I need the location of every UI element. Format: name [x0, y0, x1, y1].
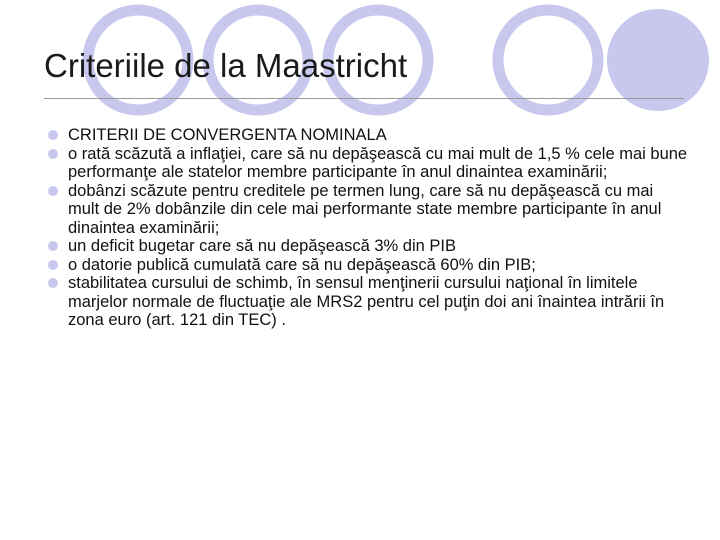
- bullet-text: un deficit bugetar care să nu depăşească 3% din PIB: [68, 237, 456, 255]
- bullet-text: stabilitatea cursului de schimb, în sensul menţinerii cursului naţional în limitele marjelor normale de fluctuaţie ale MRS2 pentru cel puţin doi ani înaintea intrării în zona euro (art. 121 din TEC) .: [68, 274, 665, 329]
- decorative-circle: [498, 10, 598, 110]
- title-divider: [44, 98, 684, 99]
- bullet-item: [48, 126, 688, 145]
- bullet-text: o datorie publică cumulată care să nu depăşească 60% din PIB;: [68, 255, 536, 274]
- bullet-text: CRITERII DE CONVERGENTA NOMINALA: [68, 126, 387, 144]
- bullet-icon: [48, 241, 58, 251]
- bullet-item: [48, 145, 688, 182]
- bullet-text: dobânzi scăzute pentru creditele pe termen lung, care să nu depăşească cu mai mult de 2% dobânzile din cele mai performante state membre participante în anul dinaintea examinării;: [68, 181, 662, 237]
- bullet-item: [48, 182, 688, 238]
- bullet-icon: [48, 278, 58, 288]
- bullet-icon: [48, 149, 58, 159]
- bullet-icon: [48, 130, 58, 140]
- bullet-item: [48, 274, 688, 330]
- decorative-circle-filled: [607, 9, 709, 111]
- bullet-item: [48, 256, 688, 275]
- bullet-icon: [48, 260, 58, 270]
- bullet-list: [48, 126, 688, 330]
- bullet-icon: [48, 186, 58, 196]
- bullet-item: [48, 237, 688, 256]
- slide-title: Criteriile de la Maastricht: [44, 47, 408, 84]
- bullet-text: o rată scăzută a inflaţiei, care să nu depăşească cu mai mult de 1,5 % cele mai bune performanţe ale statelor membre participante în anul dinaintea examinării;: [68, 144, 688, 181]
